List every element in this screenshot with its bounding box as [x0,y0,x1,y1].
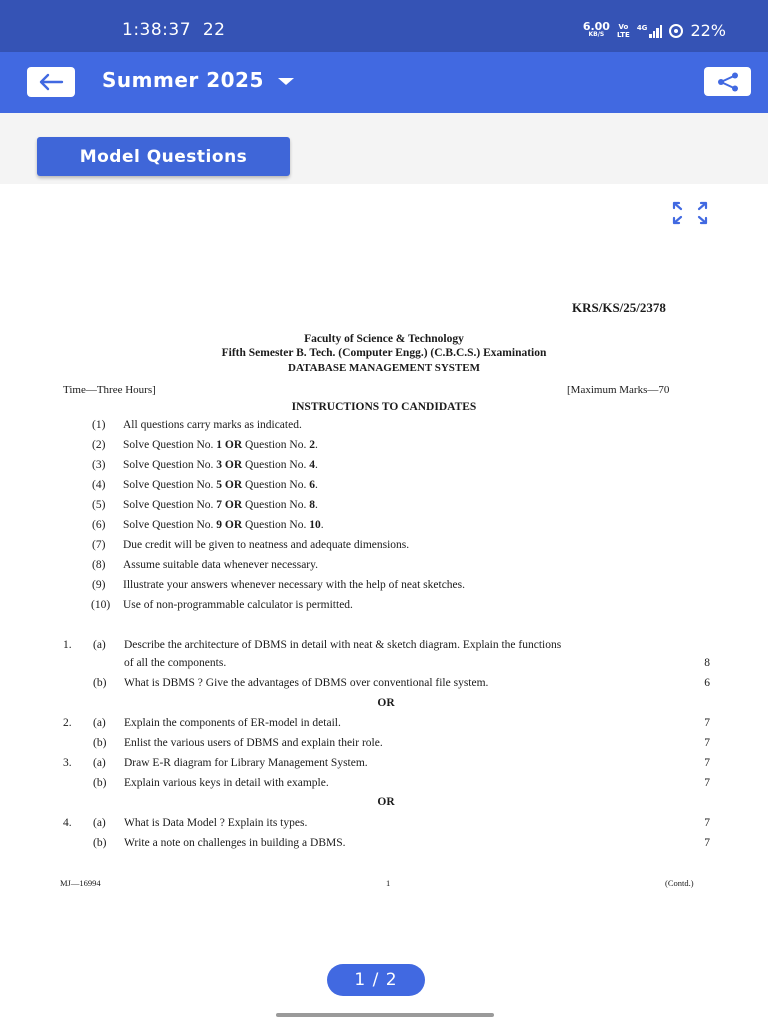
session-selector[interactable] [102,68,294,92]
footer-code: MJ—16994 [60,878,101,888]
home-gesture-bar[interactable] [276,1013,494,1017]
question-paper: KRS/KS/25/2378 Faculty of Science & Technology Fifth Semester B. Tech. (Computer Engg.) (C.B.C.S.) Examination DATABASE MANAGEMENT SYSTEM Time—Three Hours] [Maximum Marks—70 INSTRUCTIONS TO CANDIDATES (1) All questions carry marks as indicated. (2) Solve Question No. 1 OR Question No. 2. (3) Solve Question No. 3 OR Question No. 4. (4) Solve Question No. 5 OR Question No. 6. (5) Solve Question No. 7 OR Question No. 8. (6) Solve Question No. 9 OR Question No. 10. (7) Due credit will be given to neatness and adequate dimensions. (8) Assume suitable data whenever necessary. (9) Illustrate your answers whenever necessary with the help of neat sketches. (10) Use of non-programmable calculator is permitted. 1. (a) Describe the architecture of DBMS in detail with neat & sketch diagram. Explain the functions of all the components. 8 (b) What is DBMS ? Give the advantages of DBMS over conventional file system. 6 OR 2. (a) Explain the components of ER-model in detail. 7 (b) Enlist the various users of DBMS and explain their role. 7 3. (a) Draw E-R diagram for Library Management System. 7 (b) Explain various keys in detail with example. 7 OR 4. (a) What is Data Model ? Explain its types. 7 (b) Write a note on challenges in building a DBMS. 7 MJ—16994 1 (Contd.) [0,0,768,1024]
page-indicator: 1 / 2 [327,964,425,996]
back-button[interactable] [27,67,75,97]
subject-heading: DATABASE MANAGEMENT SYSTEM [288,362,480,374]
max-marks-label: [Maximum Marks—70 [567,384,670,396]
notification-count: 22 [202,20,226,40]
semester-heading: Fifth Semester B. Tech. (Computer Engg.) (C.B.C.S.) Examination [221,347,547,359]
caret-down-icon [278,78,294,85]
status-bar [0,0,768,52]
paper-code: KRS/KS/25/2378 [572,300,666,315]
app-bar [0,52,768,113]
fullscreen-icon [672,201,708,225]
arrow-left-icon [38,73,64,91]
page-title: Summer 2025 [102,68,264,92]
footer-page-number: 1 [386,878,391,888]
status-icons [583,21,726,40]
or-separator: OR [377,697,395,709]
signal-icon: 4G [637,24,663,38]
instructions-heading: INSTRUCTIONS TO CANDIDATES [291,401,477,413]
model-questions-button[interactable]: Model Questions [37,137,290,176]
time-label: Time—Three Hours] [63,384,156,396]
faculty-heading: Faculty of Science & Technology [304,333,464,345]
share-icon [715,72,741,92]
battery-icon [669,24,683,38]
battery-percent: 22% [690,21,726,40]
action-band [0,113,768,184]
fullscreen-button[interactable] [672,201,708,225]
status-time: 1:38:37 22 [122,20,226,40]
volte-icon: Vo LTE [616,22,630,39]
share-button[interactable] [704,67,751,96]
footer-contd: (Contd.) [665,878,694,888]
net-speed: 6.00 KB/S [582,19,610,38]
or-separator: OR [377,796,395,808]
